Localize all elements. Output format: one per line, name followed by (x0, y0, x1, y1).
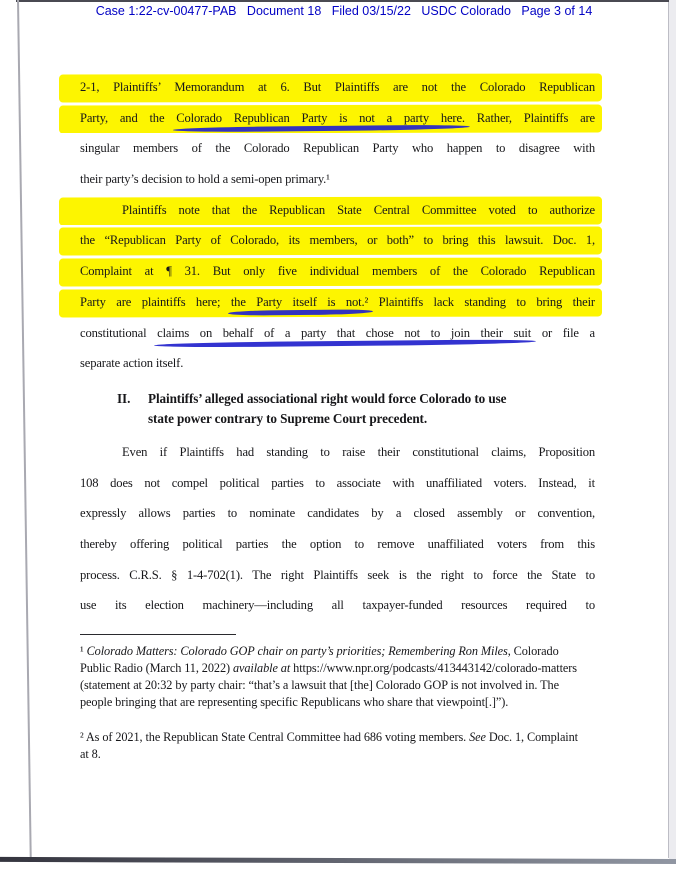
section-heading (80, 389, 595, 430)
ink-underline: Colorado Republican Party is not a party here. (176, 110, 465, 125)
text-line: process. C.R.S. § 1-4-702(1). The right Plaintiffs seek is the right to force the State to (80, 567, 595, 582)
heading-line-2: state power contrary to Supreme Court precedent. (148, 411, 428, 427)
case-caption-header: Case 1:22-cv-00477-PAB Document 18 Filed 03/15/22 USDC Colorado Page 3 of 14 (95, 4, 593, 18)
document-body (80, 72, 595, 781)
text-line: use its election machinery—including all taxpayer-funded resources required to (80, 598, 595, 613)
text-line: 108 does not compel political parties to associate with unaffiliated voters. Instead, it (80, 475, 595, 490)
paragraph-2 (80, 195, 595, 379)
text-line: expressly allows parties to nominate candidates by a closed assembly or convention, (80, 506, 595, 521)
footnote-segment: ² As of 2021, the Republican State Central Committee had 686 voting members. (80, 730, 470, 744)
highlighted-text-line: Complaint at ¶ 31. But only five individual members of the Colorado Republican (59, 256, 604, 287)
footnote-italic-segment: Colorado Matters: Colorado GOP chair on party’s priorities; Remembering Ron Miles (86, 644, 508, 658)
footnote-segment: ¹ (80, 644, 87, 658)
paragraph-3 (80, 437, 595, 621)
highlighted-text-line: Party are plaintiffs here; the Party itself is not.² Plaintiffs lack standing to bring their (59, 287, 604, 318)
highlighted-text-line: Plaintiffs note that the Republican State Central Committee voted to authorize (59, 195, 604, 226)
page-left-edge (17, 0, 32, 858)
page-right-margin-strip (669, 0, 676, 860)
ink-underline: the Party itself is not.² (230, 294, 369, 309)
highlighted-text-line: the “Republican Party of Colorado, its members, or both” to bring this lawsuit. Doc. 1, (59, 225, 604, 256)
text-line: constitutional claims on behalf of a party that chose not to join their suit or file a (80, 325, 595, 340)
text-line: Even if Plaintiffs had standing to raise their constitutional claims, Proposition (122, 444, 595, 459)
footnote-separator (80, 634, 236, 635)
text-line: separate action itself. (80, 356, 184, 371)
section-number: II. (117, 390, 131, 406)
section-heading-text (148, 389, 506, 430)
footnote-1 (80, 643, 588, 711)
highlighted-text-line: Party, and the Colorado Republican Party is not a party here. Rather, Plaintiffs are (59, 103, 604, 134)
page-top-edge (16, 0, 676, 2)
footnote-italic-segment: See (469, 730, 486, 744)
text-line: their party’s decision to hold a semi-open primary.¹ (80, 172, 330, 187)
highlighted-text-line: 2-1, Plaintiffs’ Memorandum at 6. But Plaintiffs are not the Colorado Republican (59, 72, 604, 103)
page-right-edge (668, 2, 669, 858)
paragraph-1 (80, 72, 595, 195)
heading-line-1: Plaintiffs’ alleged associational right would force Colorado to use (148, 390, 507, 406)
footnote-segment: , Colorado Public Radio (March 11, 2022) (80, 644, 559, 675)
ink-underline: claims on behalf of a party that chose not to join their suit (157, 325, 532, 340)
footnote-segment: Doc. 1, Complaint at 8. (80, 730, 578, 761)
text-line: singular members of the Colorado Republican Party who happen to disagree with (80, 141, 595, 156)
footnote-segment: https://www.npr.org/podcasts/413443142/colorado-matters (statement at 20:32 by party chair: “that’s a lawsuit that [the] Colorado GOP is not involved in. The people bringing that are representing specific Republicans who share that viewpoint[.]”). (80, 661, 577, 709)
footnote-italic-segment: available at (232, 661, 291, 675)
text-line: thereby offering political parties the option to remove unaffiliated voters from this (80, 536, 595, 551)
footnote-2 (80, 729, 588, 763)
page-bottom-edge (0, 857, 676, 864)
